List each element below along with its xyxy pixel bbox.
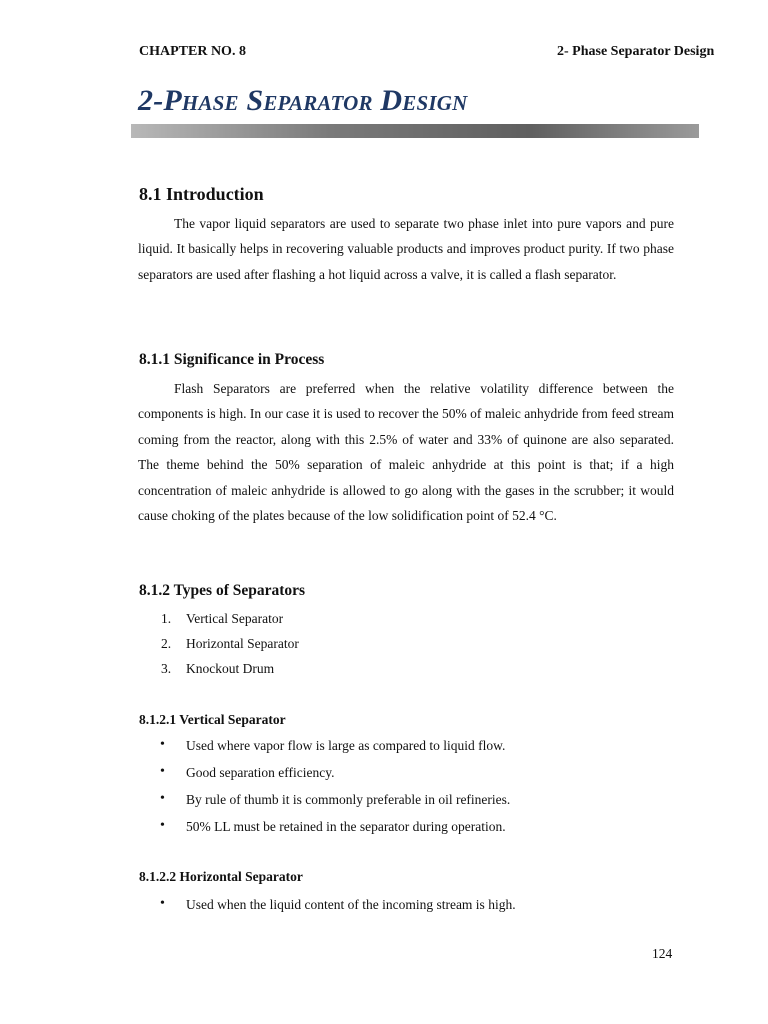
running-header-title: 2- Phase Separator Design <box>557 44 715 59</box>
page-number: 124 <box>652 946 673 961</box>
list-item: By rule of thumb it is commonly preferable in oil refineries. <box>186 792 511 807</box>
list-item: Vertical Separator <box>186 611 284 626</box>
section-heading-significance: 8.1.1 Significance in Process <box>139 351 325 368</box>
chapter-title: 2-Phase Separator Design <box>138 84 468 117</box>
introduction-paragraph: The vapor liquid separators are used to separate two phase inlet into pure vapors and pure liquid. It basically helps in recovering valuable products and improves product purity. If two phase separators are used after flashing a hot liquid across a valve, it is called a flash separator. <box>138 216 674 282</box>
bullet-icon: • <box>160 818 165 833</box>
list-item: Knockout Drum <box>186 661 275 676</box>
list-item-number: 2. <box>161 636 172 651</box>
list-item: Horizontal Separator <box>186 636 299 651</box>
subsection-heading-vertical: 8.1.2.1 Vertical Separator <box>139 712 286 727</box>
list-item-number: 1. <box>161 611 172 626</box>
bullet-icon: • <box>160 764 165 779</box>
bullet-icon: • <box>160 737 165 752</box>
list-item-number: 3. <box>161 661 172 676</box>
list-item: 50% LL must be retained in the separator during operation. <box>186 819 506 834</box>
bullet-icon: • <box>160 896 165 911</box>
list-item: Used when the liquid content of the incoming stream is high. <box>186 897 516 912</box>
list-item: Used where vapor flow is large as compared to liquid flow. <box>186 738 506 753</box>
significance-paragraph: Flash Separators are preferred when the relative volatility difference between the components is high. In our case it is used to recover the 50% of maleic anhydride from feed stream coming from the reactor, along with this 2.5% of water and 33% of quinone are also separated. The theme behind the 50% separation of maleic anhydride at this point is that; if a high concentration of maleic anhydride is allowed to go along with the gases in the scrubber; it would cause choking of the plates because of the low solidification point of 52.4 °C. <box>138 381 674 524</box>
section-heading-introduction: 8.1 Introduction <box>139 184 264 204</box>
running-header-chapter: CHAPTER NO. 8 <box>139 44 246 59</box>
section-heading-types: 8.1.2 Types of Separators <box>139 582 306 599</box>
list-item: Good separation efficiency. <box>186 765 335 780</box>
subsection-heading-horizontal: 8.1.2.2 Horizontal Separator <box>139 869 303 884</box>
bullet-icon: • <box>160 791 165 806</box>
title-underline-bar <box>131 124 699 138</box>
